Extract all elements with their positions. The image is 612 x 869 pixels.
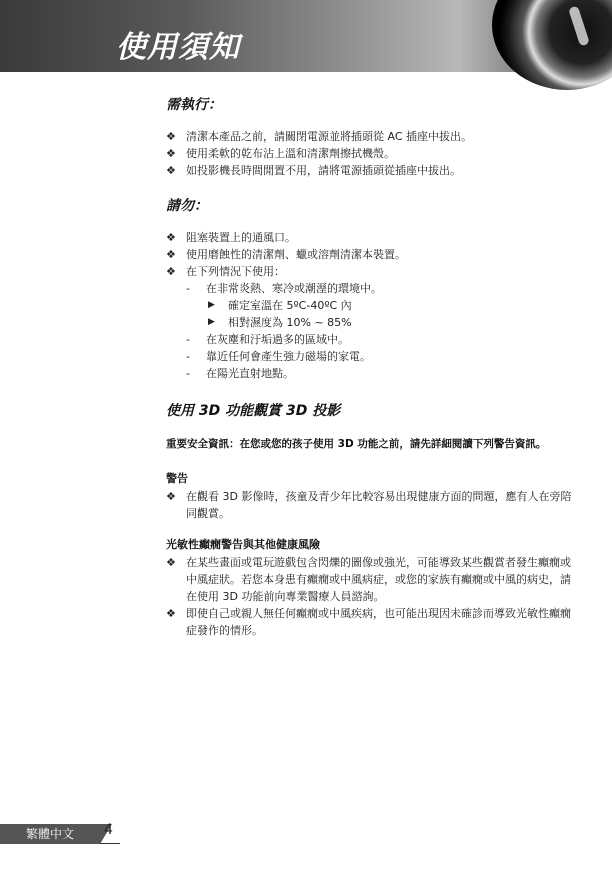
list-item-text: 如投影機長時間閒置不用，請將電源插頭從插座中拔出。: [186, 164, 461, 177]
list-item: [206, 297, 576, 314]
list-item: [166, 229, 576, 246]
list-item: [166, 605, 576, 639]
environment-list: [206, 297, 576, 331]
page-number: 4: [104, 822, 113, 838]
list-item-text: 在灰塵和汙垢過多的區域中。: [206, 333, 349, 346]
triangle-icon: ▶: [208, 300, 215, 310]
bullet-icon: ❖: [166, 490, 176, 503]
bullet-icon: ❖: [166, 265, 176, 278]
bullet-icon: ❖: [166, 556, 176, 569]
mustnot-list: [166, 229, 576, 382]
section-heading-3d: 使用 3D 功能觀賞 3D 投影: [166, 403, 341, 419]
bullet-icon: ❖: [166, 231, 176, 244]
list-item-text: 在陽光直射地點。: [206, 367, 294, 380]
list-item: [166, 246, 576, 263]
dash-icon: -: [186, 282, 190, 295]
list-item: [166, 145, 576, 162]
list-item: [166, 162, 576, 179]
list-item-text: 在非常炎熱、寒冷或潮溼的環境中。: [206, 282, 382, 295]
list-item-text: 在某些畫面或電玩遊戲包含閃爍的圖像或強光，可能導致某些觀賞者發生癲癇或中風症狀。若您本身患有癲癇或中風病症，或您的家族有癲癇或中風的病史，請在使用 3D 功能前向專業醫療人員諮詢。: [186, 556, 571, 603]
bullet-icon: ❖: [166, 607, 176, 620]
bullet-icon: ❖: [166, 147, 176, 160]
list-item-text: 使用磨蝕性的清潔劑、蠟或溶劑清潔本裝置。: [186, 248, 406, 261]
list-item: [206, 314, 576, 331]
dash-icon: -: [186, 333, 190, 346]
list-item-text: 相對濕度為 10% ~ 85%: [228, 316, 352, 329]
language-tab: 繁體中文: [0, 824, 100, 844]
bullet-icon: ❖: [166, 164, 176, 177]
list-item-text: 使用柔軟的乾布沾上溫和清潔劑擦拭機殼。: [186, 147, 395, 160]
triangle-icon: ▶: [208, 317, 215, 327]
list-item-text: 在下列情況下使用：: [186, 265, 285, 278]
footer-divider: [100, 843, 120, 844]
main-content: [166, 94, 576, 639]
list-item: [166, 128, 576, 145]
warning-heading: 警告: [166, 472, 188, 485]
list-item-text: 靠近任何會產生強力磁場的家電。: [206, 350, 371, 363]
list-item: [186, 280, 576, 331]
seizure-heading: 光敏性癲癇警告與其他健康風險: [166, 538, 320, 551]
must-list: [166, 128, 576, 179]
bullet-icon: ❖: [166, 130, 176, 143]
list-item: [186, 331, 576, 348]
list-item: [186, 365, 576, 382]
projector-lens-graphic: [492, 0, 612, 90]
seizure-list: [166, 554, 576, 639]
list-item: [166, 554, 576, 605]
list-item-text: 清潔本產品之前，請關閉電源並將插頭從 AC 插座中拔出。: [186, 130, 473, 143]
dash-icon: -: [186, 350, 190, 363]
section-heading-must: 需執行：: [166, 97, 222, 113]
dash-icon: -: [186, 367, 190, 380]
page-title: 使用須知: [116, 30, 240, 65]
list-item-text: 即使自己或親人無任何癲癇或中風疾病，也可能出現因未確診而導致光敏性癲癇症發作的情形。: [186, 607, 571, 637]
conditions-list: [186, 280, 576, 382]
list-item: [166, 263, 576, 382]
list-item: [166, 488, 576, 522]
list-item: [186, 348, 576, 365]
section-heading-mustnot: 請勿：: [166, 198, 208, 214]
bullet-icon: ❖: [166, 248, 176, 261]
warning-list: [166, 488, 576, 522]
list-item-text: 在觀看 3D 影像時，孩童及青少年比較容易出現健康方面的問題，應有人在旁陪同觀賞。: [186, 490, 572, 520]
list-item-text: 阻塞裝置上的通風口。: [186, 231, 296, 244]
important-safety-info: 重要安全資訊：在您或您的孩子使用 3D 功能之前，請先詳細閱讀下列警告資訊。: [166, 438, 547, 450]
list-item-text: 確定室溫在 5ºC-40ºC 內: [228, 299, 352, 312]
